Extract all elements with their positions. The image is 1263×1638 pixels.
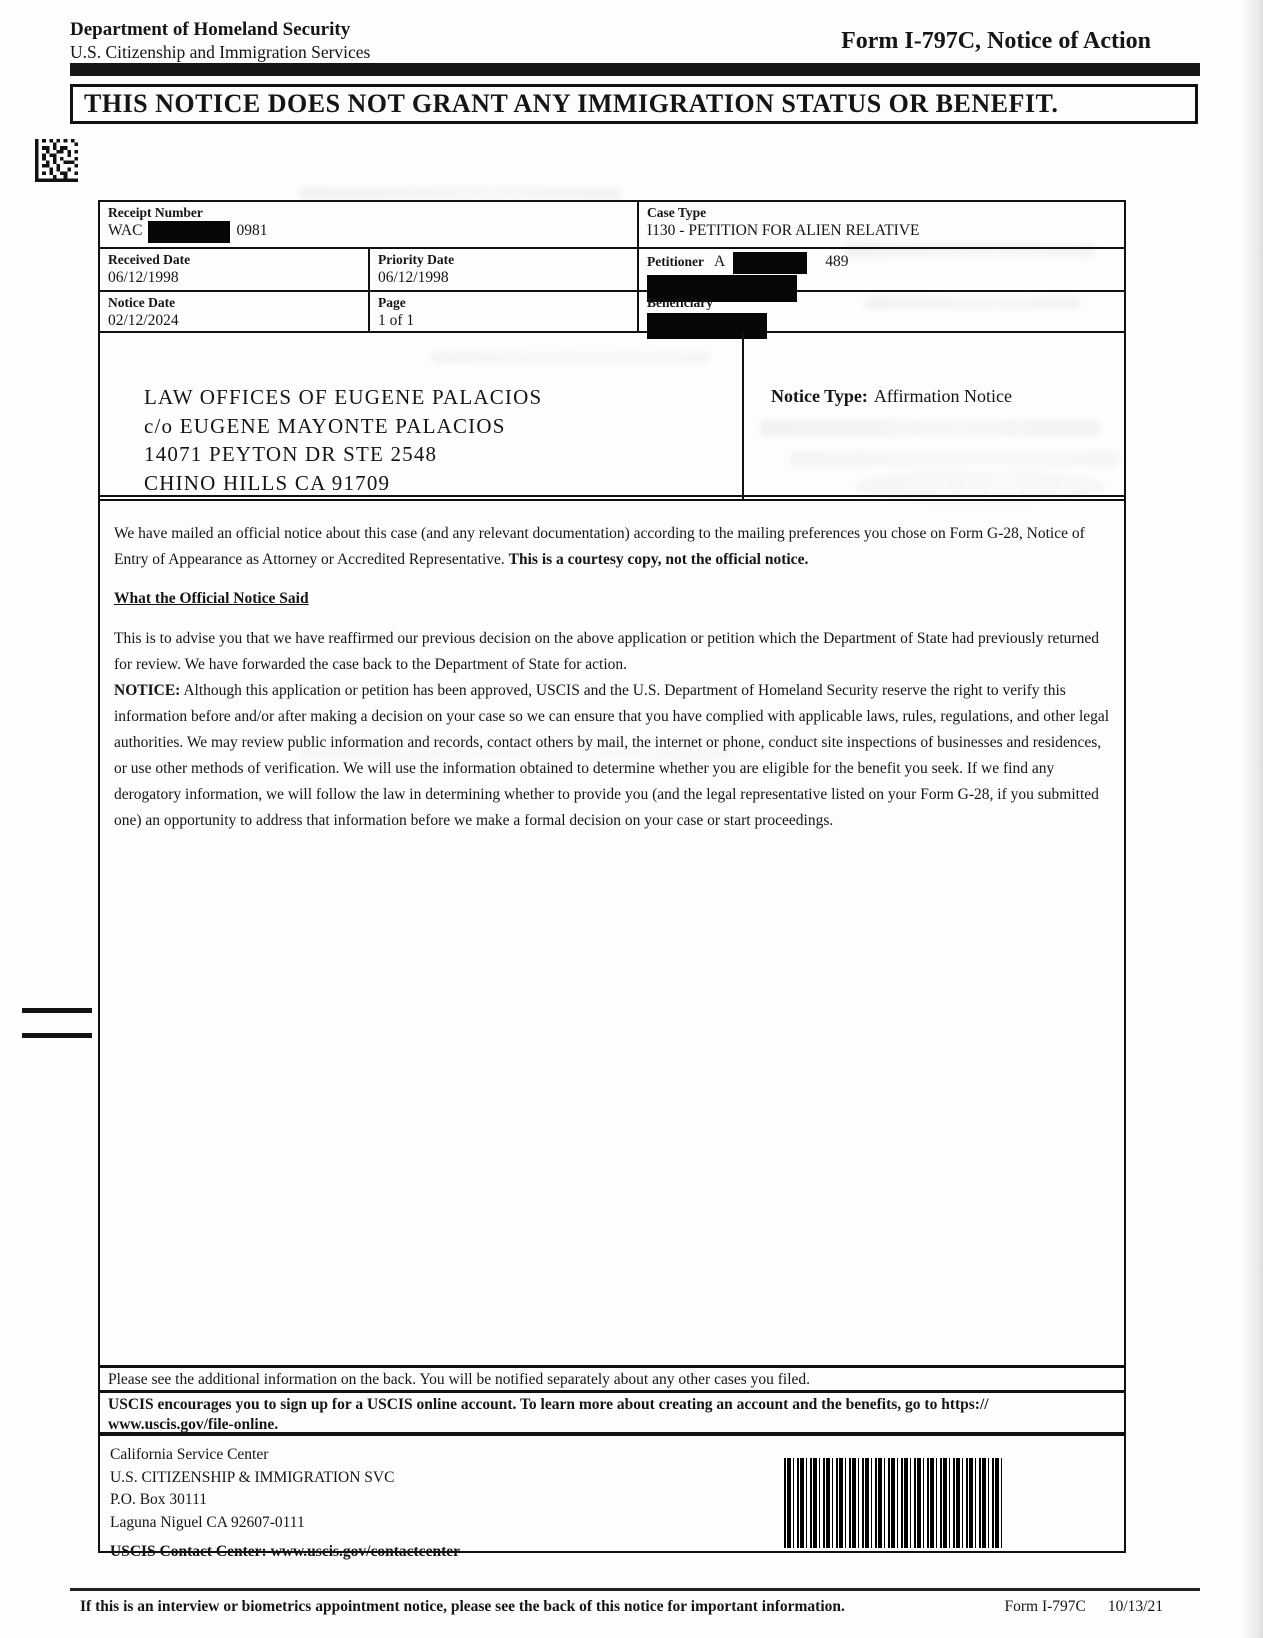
addressee-line: LAW OFFICES OF EUGENE PALACIOS (144, 385, 543, 409)
data-matrix-barcode (35, 139, 78, 182)
online-account-row: USCIS encourages you to sign up for a USCIS online account. To learn more about creating an account and the benefits, go to https:// www.uscis.gov/file-online. (98, 1391, 1126, 1434)
notice-date-label: Notice Date (108, 295, 176, 310)
received-date-label: Received Date (108, 252, 191, 267)
notice-type-label: Notice Type: (771, 386, 868, 406)
notice-paragraph: NOTICE: Although this application or petition has been approved, USCIS and the U.S. Department of Homeland Security reserve the right to verify this information before and/or after making a decision on your case so we can ensure that you have complied with applicable laws, rules, regulations, and other legal authorities. We may review public information and records, contact others by mail, the internet or phone, conduct site inspections of businesses and residences, or use other methods of verification. We will use the information obtained to determine whether you are eligible for the benefit you seek. If we find any derogatory information, we will follow the law in determining whether to provide you (and the legal representative listed on your Form G-28, if you submitted one) an opportunity to address that information before we make a formal decision on your case or start proceedings. (114, 682, 1110, 829)
service-center-box (98, 1433, 1126, 1560)
receipt-number-cell (100, 202, 639, 247)
table-row (100, 247, 1124, 290)
table-row (100, 331, 1124, 499)
notice-date-cell (100, 292, 370, 331)
received-date-value: 06/12/1998 (108, 269, 179, 286)
addressee-line: 14071 PEYTON DR STE 2548 (144, 442, 438, 466)
page-label: Page (378, 295, 406, 310)
margin-mark (22, 1008, 92, 1013)
table-row (100, 290, 1124, 331)
case-type-label: Case Type (647, 205, 707, 220)
form-title: Form I-797C, Notice of Action (841, 28, 1151, 54)
redaction-bar (733, 252, 807, 274)
addressee-line: c/o EUGENE MAYONTE PALACIOS (144, 413, 506, 438)
redaction-bar (148, 221, 230, 243)
barcode (784, 1458, 1002, 1548)
contact-center-line: USCIS Contact Center: www.uscis.gov/contactcenter (110, 1543, 460, 1560)
case-type-cell (639, 202, 1124, 247)
priority-date-value: 06/12/1998 (378, 269, 449, 286)
footer-note: If this is an interview or biometrics appointment notice, please see the back of this notice for important information. (80, 1598, 845, 1615)
page-cell (370, 292, 639, 331)
additional-info-row: Please see the additional information on the back. You will be notified separately about any other cases you filed. (98, 1365, 1126, 1392)
no-benefit-banner: THIS NOTICE DOES NOT GRANT ANY IMMIGRATION STATUS OR BENEFIT. (70, 84, 1198, 124)
footer-rule (70, 1588, 1200, 1591)
header-rule (70, 63, 1200, 76)
agency-header (70, 18, 370, 64)
service-center-city: Laguna Niguel CA 92607-0111 (110, 1513, 305, 1531)
receipt-number-value: WAC 0981 (108, 222, 267, 239)
notice-date-value: 02/12/2024 (108, 312, 179, 329)
bleed-through-artifact (300, 187, 620, 200)
addressee-block (100, 333, 744, 499)
service-center-name: California Service Center (110, 1446, 269, 1463)
notice-body (98, 495, 1126, 1367)
service-center-agency: U.S. CITIZENSHIP & IMMIGRATION SVC (110, 1468, 395, 1486)
decision-paragraph: This is to advise you that we have reaffirmed our previous decision on the above application or petition which the Department of State had previously returned for review. We have forwarded the case back to the Department of State for action. (114, 630, 1099, 673)
beneficiary-label: Beneficiary (647, 295, 713, 310)
section-heading: What the Official Notice Said (114, 590, 309, 607)
receipt-number-label: Receipt Number (108, 205, 203, 220)
page-value: 1 of 1 (378, 312, 415, 329)
courtesy-paragraph: We have mailed an official notice about this case (and any relevant documentation) according to the mailing preferences you chose on Form G-28, Notice of Entry of Appearance as Attorney or Accredited Representative. This is a courtesy copy, not the official notice. (114, 525, 1085, 568)
case-info-table (98, 200, 1126, 501)
received-date-cell (100, 249, 370, 290)
petitioner-cell: Petitioner A 489 (639, 249, 1124, 290)
notice-type-cell (744, 333, 1124, 499)
priority-date-cell (370, 249, 639, 290)
petitioner-label: Petitioner (647, 254, 704, 269)
agency-subtitle: U.S. Citizenship and Immigration Services (70, 42, 371, 62)
table-row (100, 202, 1124, 247)
agency-name: Department of Homeland Security (70, 19, 351, 40)
priority-date-label: Priority Date (378, 252, 455, 267)
beneficiary-cell (639, 292, 1124, 331)
revision-date: 10/13/21 (1107, 1598, 1163, 1615)
form-code: Form I-797C 10/13/21 (1004, 1598, 1163, 1615)
addressee-line: CHINO HILLS CA 91709 (144, 470, 391, 495)
case-type-value: I130 - PETITION FOR ALIEN RELATIVE (647, 222, 920, 239)
service-center-pobox: P.O. Box 30111 (110, 1491, 208, 1508)
margin-mark (22, 1033, 92, 1038)
notice-type-value: Affirmation Notice (873, 386, 1012, 406)
